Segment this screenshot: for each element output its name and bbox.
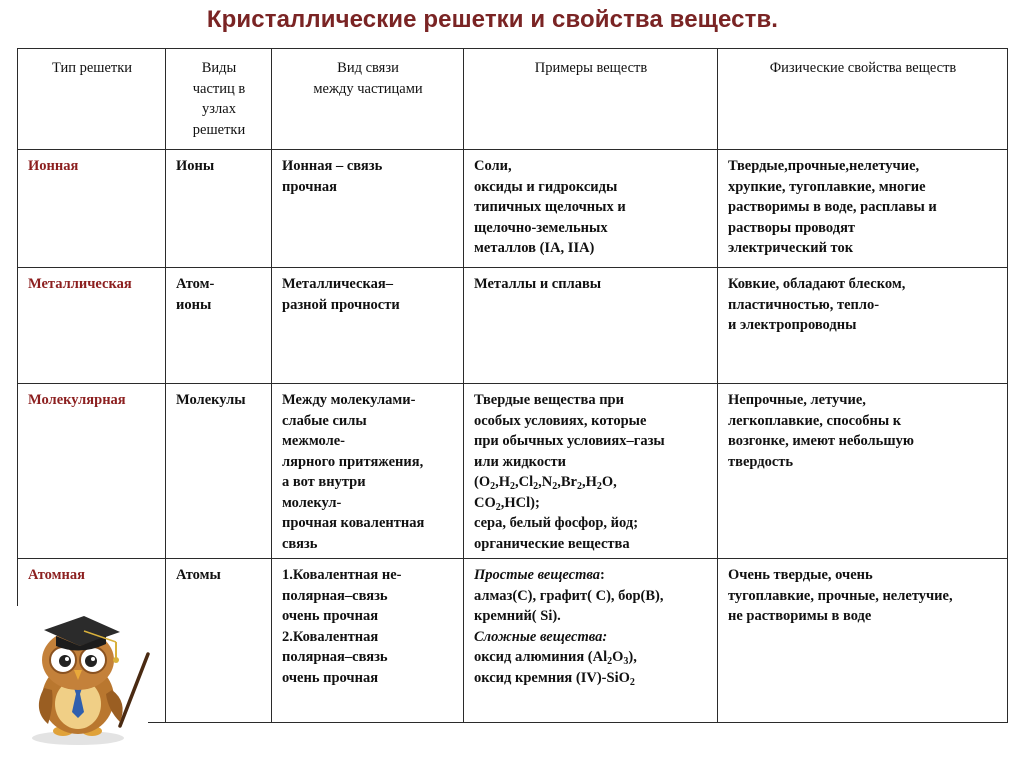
cell-line: Металлы и сплавы [474, 276, 602, 292]
examples-cell [464, 268, 718, 384]
cell-line: тугоплавкие, прочные, нелетучие, [728, 587, 953, 604]
particles-cell [166, 150, 272, 268]
subscript: 2 [510, 481, 516, 492]
cell-line: щелочно-земельных [474, 219, 608, 236]
formula-part: оксид алюминия (Al [474, 649, 608, 665]
examples-cell [464, 150, 718, 268]
cell-line: Атомы [176, 567, 221, 583]
formula-line [474, 647, 708, 668]
cell-line: полярная–связь [282, 587, 388, 604]
cell-line: Ионная – связь [282, 158, 383, 174]
lattice-type-label: Атомная [28, 567, 85, 583]
cell-line: Твердые,прочные,нелетучие, [728, 158, 920, 174]
cell-line: растворимы в воде, расплавы и [728, 199, 937, 215]
lattice-type-label: Металлическая [28, 276, 132, 292]
bond-cell [272, 384, 464, 559]
header-properties [718, 49, 1008, 150]
formula-part: CO [474, 494, 496, 511]
table-row [18, 150, 1008, 268]
subscript: 2 [552, 481, 558, 492]
cell-line: связь [282, 535, 318, 552]
cell-line: хрупкие, тугоплавкие, многие [728, 178, 926, 195]
cell-line: или жидкости [474, 453, 566, 470]
cell-line: слабые силы [282, 412, 367, 429]
cell-line: 1.Ковалентная не- [282, 567, 402, 583]
formula-part: оксид кремния (IV)-SiO [474, 669, 630, 686]
cell-line: Молекулы [176, 392, 246, 408]
cell-line: сера, белый фосфор, йод; [474, 515, 639, 531]
subscript: 2 [607, 656, 613, 667]
formula-part: : [600, 567, 605, 583]
cell-line: Ковкие, обладают блеском, [728, 276, 906, 292]
header-examples [464, 49, 718, 150]
cell-line: металлов (IA, IIA) [474, 240, 595, 256]
header-text: Виды [201, 60, 237, 76]
header-text: узлах [202, 101, 236, 117]
particles-cell [166, 559, 272, 723]
cell-line: Непрочные, летучие, [728, 392, 866, 408]
subscript: 2 [495, 501, 501, 513]
complex-substances-label: Сложные вещества: [474, 628, 608, 645]
formula-line [474, 668, 708, 689]
header-lattice-type [18, 49, 166, 150]
cell-line: ионы [176, 296, 212, 313]
examples-cell [464, 559, 718, 723]
table-row [18, 559, 1008, 723]
bond-cell [272, 150, 464, 268]
cell-line: алмаз(C), графит( C), бор(B), [474, 587, 664, 604]
lattice-type-label: Ионная [28, 158, 79, 174]
examples-cell [464, 384, 718, 559]
cell-line: Ионы [176, 158, 215, 174]
simple-substances-label: Простые вещества [474, 567, 601, 583]
lattice-type-cell [18, 384, 166, 559]
cell-line: очень прочная [282, 608, 379, 624]
lattice-type-label: Молекулярная [28, 392, 126, 408]
cell-line: полярная–связь [282, 649, 388, 665]
cell-line: а вот внутри [282, 474, 366, 490]
header-text: Физические свойства веществ [769, 60, 957, 76]
cell-line: оксиды и гидроксиды [474, 178, 618, 195]
header-text: частиц в [192, 80, 246, 97]
particles-cell [166, 384, 272, 559]
formula-part: ,HCl); [500, 494, 540, 511]
header-particles [166, 49, 272, 150]
cell-line: органические вещества [474, 535, 630, 552]
lattice-type-cell [18, 268, 166, 384]
cell-line: прочная [282, 178, 337, 195]
cell-line: Твердые вещества при [474, 392, 624, 408]
cell-line: и электропроводны [728, 317, 857, 333]
properties-cell [718, 559, 1008, 723]
bond-cell [272, 559, 464, 723]
formula-part: ,H [495, 474, 511, 490]
owl-graduate-icon [8, 598, 156, 748]
formula-part: O [612, 649, 624, 665]
cell-line: электрический ток [728, 240, 854, 256]
header-bond-type [272, 49, 464, 150]
cell-line: при обычных условиях–газы [474, 433, 665, 449]
cell-line: Атом- [176, 276, 215, 292]
subscript: 2 [533, 481, 539, 492]
particles-cell [166, 268, 272, 384]
formula-line [474, 493, 708, 514]
subscript: 2 [596, 481, 602, 492]
properties-cell [718, 268, 1008, 384]
formula-part: ,Cl [515, 474, 534, 490]
cell-line: не растворимы в воде [728, 608, 872, 624]
properties-cell [718, 150, 1008, 268]
header-text: Тип решетки [51, 60, 133, 76]
cell-line: Очень твердые, очень [728, 567, 873, 583]
simple-substances-line [474, 565, 708, 586]
header-text: Вид связи [337, 60, 399, 76]
properties-cell [718, 384, 1008, 559]
subscript: 2 [490, 481, 496, 492]
cell-line: молекул- [282, 494, 342, 511]
formula-part: ), [628, 649, 637, 665]
cell-line: особых условиях, которые [474, 412, 647, 429]
cell-line: растворы проводят [728, 219, 856, 236]
table-row [18, 384, 1008, 559]
header-row [18, 49, 1008, 150]
lattice-type-cell [18, 150, 166, 268]
cell-line: разной прочности [282, 296, 400, 313]
formula-part: (O [474, 474, 491, 490]
cell-line: Соли, [474, 158, 512, 174]
cell-line: твердость [728, 453, 794, 470]
cell-line: межмоле- [282, 433, 345, 449]
subscript: 2 [629, 676, 635, 688]
cell-line: прочная ковалентная [282, 515, 425, 531]
cell-line: возгонке, имеют небольшую [728, 433, 914, 449]
cell-line: очень прочная [282, 669, 379, 686]
cell-line: кремний( Si). [474, 608, 561, 624]
subscript: 2 [576, 481, 582, 492]
header-text: Примеры веществ [534, 60, 648, 76]
header-text: решетки [192, 121, 246, 138]
formula-part: ,N [538, 474, 553, 490]
table-row [18, 268, 1008, 384]
formula-part: ,Br [557, 474, 577, 490]
cell-line: Металлическая– [282, 276, 393, 292]
cell-line: типичных щелочных и [474, 199, 626, 215]
page-title: Кристаллические решетки и свойства веществ. [206, 6, 779, 33]
cell-line: 2.Ковалентная [282, 628, 379, 645]
subscript: 3 [623, 656, 629, 667]
bond-cell [272, 268, 464, 384]
crystal-lattice-table [17, 48, 1008, 723]
cell-line: Между молекулами- [282, 392, 416, 408]
formula-part: O, [601, 474, 617, 490]
formula-line [474, 472, 708, 493]
header-text: между частицами [313, 80, 423, 97]
cell-line: лярного притяжения, [282, 453, 424, 470]
cell-line: пластичностью, тепло- [728, 296, 880, 313]
cell-line: легкоплавкие, способны к [728, 412, 902, 429]
formula-part: ,H [581, 474, 597, 490]
